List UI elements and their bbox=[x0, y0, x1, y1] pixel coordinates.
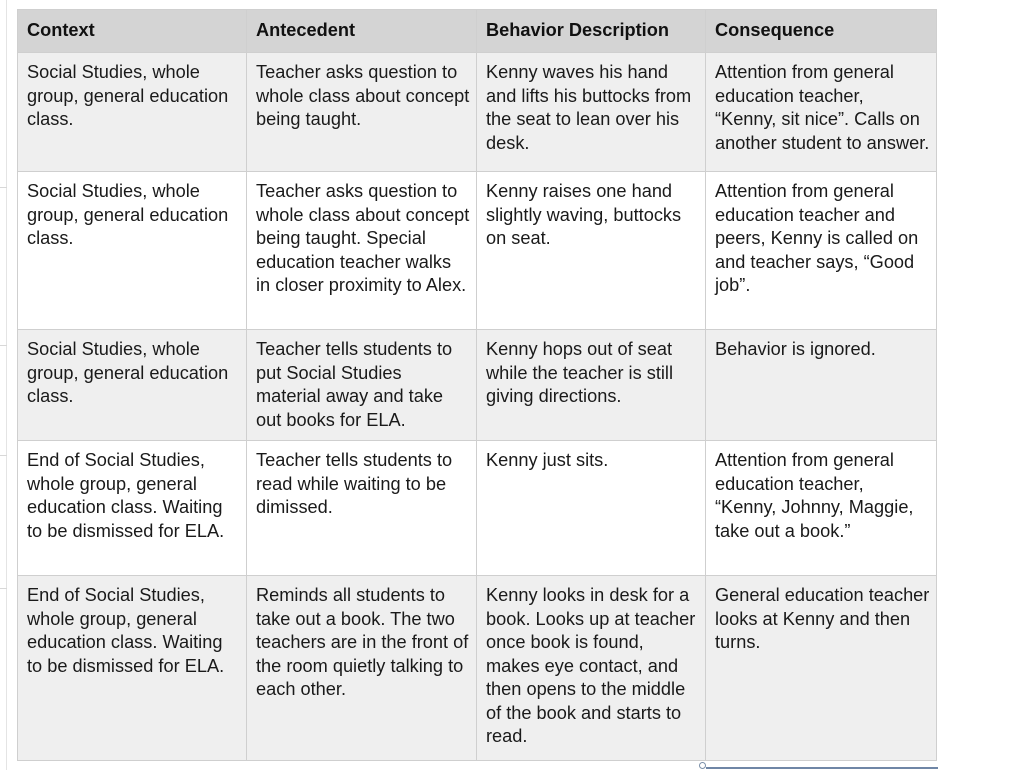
table-row bbox=[18, 172, 937, 330]
cell-behavior[interactable]: Kenny hops out of seat while the teacher is still giving directions. bbox=[477, 330, 706, 441]
table-row bbox=[18, 441, 937, 576]
header-behavior-description[interactable]: Behavior Description bbox=[477, 10, 706, 53]
cell-context[interactable]: End of Social Studies, whole group, general education class. Waiting to be dismissed for ELA. bbox=[18, 576, 247, 761]
cell-consequence[interactable]: Attention from general education teacher and peers, Kenny is called on and teacher says, “Good job”. bbox=[706, 172, 937, 330]
cell-consequence[interactable]: General education teacher looks at Kenny and then turns. bbox=[706, 576, 937, 761]
cell-antecedent[interactable]: Reminds all students to take out a book. The two teachers are in the front of the room quietly talking to each other. bbox=[247, 576, 477, 761]
margin-tick bbox=[0, 187, 7, 188]
margin-tick bbox=[0, 588, 7, 589]
header-antecedent[interactable]: Antecedent bbox=[247, 10, 477, 53]
table-row bbox=[18, 53, 937, 172]
cell-antecedent[interactable]: Teacher asks question to whole class about concept being taught. Special education teacher walks in closer proximity to Alex. bbox=[247, 172, 477, 330]
cell-behavior[interactable]: Kenny waves his hand and lifts his buttocks from the seat to lean over his desk. bbox=[477, 53, 706, 172]
cell-selection-underline bbox=[706, 767, 938, 769]
cell-antecedent[interactable]: Teacher tells students to put Social Studies material away and take out books for ELA. bbox=[247, 330, 477, 441]
abc-data-table[interactable] bbox=[17, 9, 937, 761]
header-consequence[interactable]: Consequence bbox=[706, 10, 937, 53]
table-row bbox=[18, 576, 937, 761]
cell-consequence[interactable]: Behavior is ignored. bbox=[706, 330, 937, 441]
cell-context[interactable]: Social Studies, whole group, general education class. bbox=[18, 172, 247, 330]
margin-tick bbox=[0, 345, 7, 346]
cell-context[interactable]: Social Studies, whole group, general education class. bbox=[18, 53, 247, 172]
cell-behavior[interactable]: Kenny looks in desk for a book. Looks up at teacher once book is found, makes eye contact, and then opens to the middle of the book and starts to read. bbox=[477, 576, 706, 761]
page-margin-line bbox=[6, 0, 7, 770]
cell-behavior[interactable]: Kenny raises one hand slightly waving, buttocks on seat. bbox=[477, 172, 706, 330]
table-header-row bbox=[18, 10, 937, 53]
cell-antecedent[interactable]: Teacher asks question to whole class about concept being taught. bbox=[247, 53, 477, 172]
header-context[interactable]: Context bbox=[18, 10, 247, 53]
cell-context[interactable]: End of Social Studies, whole group, general education class. Waiting to be dismissed for ELA. bbox=[18, 441, 247, 576]
margin-tick bbox=[0, 455, 7, 456]
cell-context[interactable]: Social Studies, whole group, general education class. bbox=[18, 330, 247, 441]
cell-consequence[interactable]: Attention from general education teacher, “Kenny, Johnny, Maggie, take out a book.” bbox=[706, 441, 937, 576]
table-row bbox=[18, 330, 937, 441]
cell-behavior[interactable]: Kenny just sits. bbox=[477, 441, 706, 576]
cell-consequence[interactable]: Attention from general education teacher, “Kenny, sit nice”. Calls on another student to answer. bbox=[706, 53, 937, 172]
selection-resize-handle[interactable] bbox=[699, 762, 706, 769]
cell-antecedent[interactable]: Teacher tells students to read while waiting to be dimissed. bbox=[247, 441, 477, 576]
